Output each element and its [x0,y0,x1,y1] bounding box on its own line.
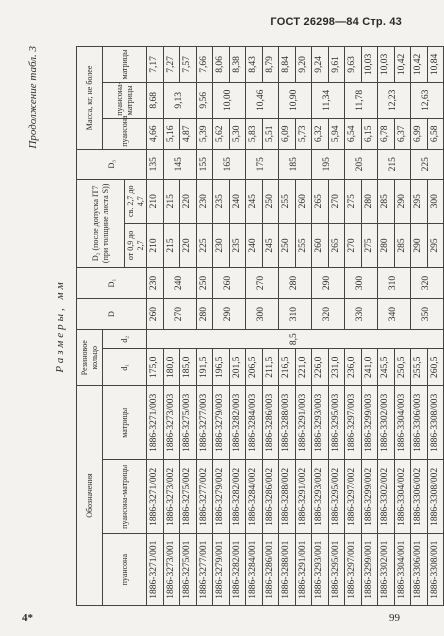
s1-cell: 295 [427,223,444,267]
pm-cell: 1886-3279/002 [213,460,230,534]
pm-cell: 1886-3308/002 [427,460,444,534]
mass-pm-cell: 10,90 [279,82,312,118]
rotated-table-area [24,46,440,606]
D-cell: 290 [213,299,246,330]
mass-punch-cell: 6,99 [411,118,428,149]
D-cell: 320 [312,299,345,330]
mass-matrix-cell: 10,42 [411,47,428,83]
mass-matrix-cell: 7,66 [196,47,213,83]
mass-punch-cell: 6,78 [378,118,395,149]
D1-cell: 230 [147,268,164,299]
mass-matrix-cell: 10,03 [361,47,378,83]
mass-punch-cell: 5,16 [163,118,180,149]
D1-cell: 320 [411,268,444,299]
D3-cell: 175 [246,149,279,179]
table-row [246,47,263,606]
punch-cell: 1886-3277/001 [196,534,213,606]
s1-cell: 220 [180,223,197,267]
matrix-cell: 1886-3295/003 [328,386,345,460]
s1-cell: 235 [229,223,246,267]
d1-cell: 250,5 [394,349,411,386]
D3-cell: 225 [411,149,444,179]
s1-cell: 250 [279,223,296,267]
mass-punch-cell: 6,09 [279,118,296,149]
mass-matrix-header: матрицы [103,47,147,83]
s-low-header: от 0,9 до 2,7 [125,223,147,267]
d1-cell: 211,5 [262,349,279,386]
d1-cell: 245,5 [378,349,395,386]
mass-matrix-cell: 7,57 [180,47,197,83]
mass-matrix-cell: 7,17 [147,47,164,83]
D1-cell: 260 [213,268,246,299]
d1-cell: 175,0 [147,349,164,386]
table-row [279,47,296,606]
mass-punch-cell: 5,39 [196,118,213,149]
pm-cell: 1886-3277/002 [196,460,213,534]
D-cell: 300 [246,299,279,330]
pm-cell: 1886-3284/002 [246,460,263,534]
table-body [147,47,444,606]
designation-header: Обозначения [77,386,103,606]
s1-cell: 280 [378,223,395,267]
d1-header: d₁ [103,349,147,386]
D1-cell: 300 [345,268,378,299]
page-footer-left: 4* [22,612,33,624]
s1-cell: 265 [328,223,345,267]
mass-matrix-cell: 8,06 [213,47,230,83]
punch-cell: 1886-3293/001 [312,534,329,606]
D3-cell: 135 [147,149,164,179]
mass-punch-cell: 6,15 [361,118,378,149]
table-row [147,47,164,606]
s1-cell: 255 [295,223,312,267]
mass-matrix-cell: 8,38 [229,47,246,83]
matrix-cell: 1886-3308/003 [427,386,444,460]
s2-cell: 255 [279,179,296,223]
pm-cell: 1886-3282/002 [229,460,246,534]
table-row [196,47,213,606]
mass-matrix-cell: 9,20 [295,47,312,83]
s2-cell: 300 [427,179,444,223]
pm-cell: 1886-3286/002 [262,460,279,534]
d1-cell: 180,0 [163,349,180,386]
mass-punch-cell: 6,54 [345,118,362,149]
s2-cell: 220 [180,179,197,223]
matrix-cell: 1886-3288/003 [279,386,296,460]
D-cell: 350 [411,299,444,330]
D1-cell: 250 [196,268,213,299]
s2-cell: 250 [262,179,279,223]
d1-cell: 231,0 [328,349,345,386]
D-cell: 330 [345,299,378,330]
s1-cell: 245 [262,223,279,267]
mass-pm-cell: 11,78 [345,82,378,118]
mass-punch-matrix-header: пуансона-матрицы [103,82,147,118]
rubber-ring-header: Резиновое кольцо [77,330,103,386]
punch-cell: 1886-3279/001 [213,534,230,606]
matrix-cell: 1886-3293/003 [312,386,329,460]
table-row [213,47,230,606]
d1-cell: 185,0 [180,349,197,386]
matrix-cell: 1886-3291/003 [295,386,312,460]
punch-cell: 1886-3306/001 [411,534,428,606]
mass-punch-cell: 6,58 [427,118,444,149]
s1-cell: 275 [361,223,378,267]
punch-cell: 1886-3271/001 [147,534,164,606]
D3-cell: 215 [378,149,411,179]
mass-punch-cell: 5,94 [328,118,345,149]
mass-pm-cell: 11,34 [312,82,345,118]
punch-header: пуансона [103,534,147,606]
D-cell: 270 [163,299,196,330]
mass-pm-cell: 12,63 [411,82,444,118]
mass-punch-cell: 5,30 [229,118,246,149]
D-cell: 260 [147,299,164,330]
matrix-cell: 1886-3299/003 [361,386,378,460]
matrix-header: матрицы [103,386,147,460]
pm-cell: 1886-3273/002 [163,460,180,534]
d3-header: D₃ [77,149,147,179]
d1-cell: 236,0 [345,349,362,386]
pm-cell: 1886-3304/002 [394,460,411,534]
matrix-cell: 1886-3286/003 [262,386,279,460]
matrix-cell: 1886-3277/003 [196,386,213,460]
pm-cell: 1886-3271/002 [147,460,164,534]
d1-cell: 206,5 [246,349,263,386]
s1-cell: 215 [163,223,180,267]
mass-punch-cell: 5,73 [295,118,312,149]
mass-pm-cell: 10,00 [213,82,246,118]
table-row [163,47,180,606]
s2-cell: 215 [163,179,180,223]
table-rotated-content [24,46,440,606]
s-high-header: св. 2,7 до 4,7 [125,179,147,223]
d1-cell: 260,5 [427,349,444,386]
sizes-title: Размеры, мм [54,279,66,373]
punch-cell: 1886-3273/001 [163,534,180,606]
mass-matrix-cell: 9,61 [328,47,345,83]
D3-cell: 145 [163,149,196,179]
pm-cell: 1886-3295/002 [328,460,345,534]
matrix-cell: 1886-3282/003 [229,386,246,460]
D1-cell: 270 [246,268,279,299]
mass-matrix-cell: 10,84 [427,47,444,83]
matrix-cell: 1886-3304/003 [394,386,411,460]
pm-cell: 1886-3293/002 [312,460,329,534]
s2-cell: 240 [229,179,246,223]
matrix-cell: 1886-3306/003 [411,386,428,460]
table-row [378,47,395,606]
mass-punch-cell: 5,51 [262,118,279,149]
s1-cell: 240 [246,223,263,267]
matrix-cell: 1886-3271/003 [147,386,164,460]
mass-pm-cell: 9,56 [196,82,213,118]
s2-cell: 210 [147,179,164,223]
mass-pm-cell: 8,68 [147,82,164,118]
punch-cell: 1886-3302/001 [378,534,395,606]
D-cell: 340 [378,299,411,330]
punch-cell: 1886-3297/001 [345,534,362,606]
D1-cell: 310 [378,268,411,299]
d2-small-header: d₂ [103,330,147,349]
mass-punch-cell: 4,87 [180,118,197,149]
mass-matrix-cell: 9,24 [312,47,329,83]
mass-matrix-cell: 7,27 [163,47,180,83]
D3-cell: 165 [213,149,246,179]
mass-matrix-cell: 8,84 [279,47,296,83]
D1-cell: 290 [312,268,345,299]
mass-matrix-cell: 10,03 [378,47,395,83]
mass-punch-cell: 4,66 [147,118,164,149]
mass-matrix-cell: 10,42 [394,47,411,83]
mass-matrix-cell: 8,43 [246,47,263,83]
s2-cell: 260 [295,179,312,223]
s1-cell: 230 [213,223,230,267]
matrix-cell: 1886-3273/003 [163,386,180,460]
s2-cell: 275 [345,179,362,223]
s2-cell: 280 [361,179,378,223]
punch-cell: 1886-3299/001 [361,534,378,606]
d1-cell: 226,0 [312,349,329,386]
mass-pm-cell: 12,23 [378,82,411,118]
mass-punch-cell: 6,37 [394,118,411,149]
pm-cell: 1886-3275/002 [180,460,197,534]
table-row [411,47,428,606]
page-header: ГОСТ 26298—84 Стр. 43 [270,16,402,28]
punch-cell: 1886-3282/001 [229,534,246,606]
mass-header: Масса, кг, не более [77,47,103,150]
mass-punch-cell: 6,32 [312,118,329,149]
d1-cell: 241,0 [361,349,378,386]
punch-cell: 1886-3288/001 [279,534,296,606]
s2-cell: 290 [394,179,411,223]
d1-cell: 196,5 [213,349,230,386]
d2-header: D₂ (после допуска IT7 (при толщине листа S)) [77,179,125,267]
dimensions-table [76,46,444,606]
s1-cell: 270 [345,223,362,267]
mass-punch-cell: 5,83 [246,118,263,149]
s1-cell: 225 [196,223,213,267]
mass-punch-header: пуансона [103,118,147,149]
d1-cell: 201,5 [229,349,246,386]
D3-cell: 185 [279,149,312,179]
D1-cell: 240 [163,268,196,299]
d-header: D [77,299,147,330]
matrix-cell: 1886-3297/003 [345,386,362,460]
mass-punch-cell: 5,62 [213,118,230,149]
pm-cell: 1886-3299/002 [361,460,378,534]
s2-cell: 295 [411,179,428,223]
D3-cell: 205 [345,149,378,179]
pm-cell: 1886-3306/002 [411,460,428,534]
D-cell: 280 [196,299,213,330]
mass-pm-cell: 10,46 [246,82,279,118]
mass-matrix-cell: 9,63 [345,47,362,83]
mass-pm-cell: 9,13 [163,82,196,118]
punch-cell: 1886-3295/001 [328,534,345,606]
s1-cell: 285 [394,223,411,267]
s1-cell: 260 [312,223,329,267]
s2-cell: 245 [246,179,263,223]
punch-cell: 1886-3286/001 [262,534,279,606]
pm-cell: 1886-3288/002 [279,460,296,534]
matrix-cell: 1886-3302/003 [378,386,395,460]
pm-cell: 1886-3297/002 [345,460,362,534]
d1-cell: 216,5 [279,349,296,386]
d1-cell: 191,5 [196,349,213,386]
matrix-cell: 1886-3284/003 [246,386,263,460]
d1-cell: 221,0 [295,349,312,386]
D3-cell: 155 [196,149,213,179]
s1-cell: 210 [147,223,164,267]
punch-cell: 1886-3284/001 [246,534,263,606]
matrix-cell: 1886-3279/003 [213,386,230,460]
d1-big-header: D₁ [77,268,147,299]
pm-cell: 1886-3302/002 [378,460,395,534]
s2-cell: 285 [378,179,395,223]
table-continuation-label: Продолжение табл. 3 [27,46,39,149]
matrix-cell: 1886-3275/003 [180,386,197,460]
pm-cell: 1886-3291/002 [295,460,312,534]
punch-cell: 1886-3308/001 [427,534,444,606]
D-cell: 310 [279,299,312,330]
D3-cell: 195 [312,149,345,179]
punch-cell: 1886-3291/001 [295,534,312,606]
punch-cell: 1886-3304/001 [394,534,411,606]
D1-cell: 280 [279,268,312,299]
table-row [312,47,329,606]
d2-cell: 8,5 [147,330,444,349]
punch-matrix-header: пуансона-матрицы [103,460,147,534]
s2-cell: 230 [196,179,213,223]
punch-cell: 1886-3275/001 [180,534,197,606]
d1-cell: 255,5 [411,349,428,386]
s2-cell: 270 [328,179,345,223]
page-number: 99 [389,612,400,624]
s1-cell: 290 [411,223,428,267]
s2-cell: 235 [213,179,230,223]
table-row [345,47,362,606]
s2-cell: 265 [312,179,329,223]
mass-matrix-cell: 8,79 [262,47,279,83]
